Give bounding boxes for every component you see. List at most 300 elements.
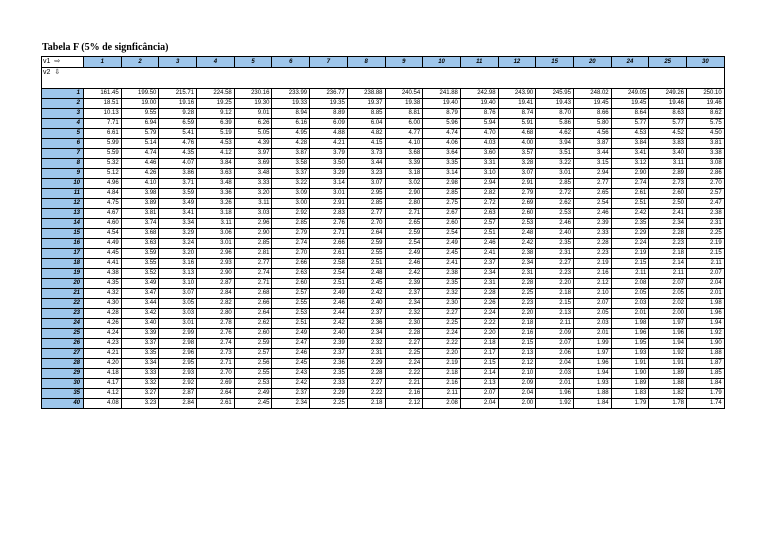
empty-cell [687,68,725,89]
table-cell: 2.67 [423,209,461,219]
table-cell: 1.90 [687,339,725,349]
table-cell: 2.36 [347,319,385,329]
table-cell: 3.37 [121,339,159,349]
table-cell: 3.34 [121,359,159,369]
table-cell: 2.25 [687,229,725,239]
table-row [42,249,725,259]
table-cell: 241.88 [423,89,461,99]
table-cell: 8.89 [310,109,348,119]
table-cell: 3.83 [649,139,687,149]
table-cell: 2.60 [649,189,687,199]
table-cell: 2.07 [687,269,725,279]
table-cell: 2.80 [197,309,235,319]
table-cell: 2.40 [347,299,385,309]
table-cell: 3.13 [159,269,197,279]
table-cell: 1.92 [649,349,687,359]
table-cell: 2.55 [272,299,310,309]
column-header-v1: 1 [84,57,122,68]
row-header-v2: 13 [42,209,84,219]
table-cell: 7.71 [84,119,122,129]
table-cell: 2.40 [310,329,348,339]
table-cell: 2.71 [385,209,423,219]
table-cell: 2.38 [687,209,725,219]
table-cell: 2.69 [498,199,536,209]
table-cell: 2.44 [310,309,348,319]
table-cell: 1.83 [611,389,649,399]
table-cell: 2.59 [234,339,272,349]
table-cell: 2.34 [272,399,310,409]
row-header-v2: 20 [42,279,84,289]
input-cell[interactable] [84,68,122,89]
table-cell: 3.58 [272,159,310,169]
table-row [42,189,725,199]
table-cell: 2.96 [159,349,197,359]
table-cell: 1.96 [573,359,611,369]
table-cell: 5.86 [536,119,574,129]
table-cell: 8.79 [423,109,461,119]
table-cell: 2.10 [498,369,536,379]
table-cell: 2.09 [498,379,536,389]
table-cell: 2.71 [197,359,235,369]
table-cell: 4.45 [84,249,122,259]
table-cell: 3.01 [310,189,348,199]
table-cell: 5.91 [498,119,536,129]
table-cell: 3.49 [159,199,197,209]
table-cell: 2.05 [611,289,649,299]
table-cell: 2.28 [649,229,687,239]
table-cell: 19.41 [498,99,536,109]
table-cell: 2.11 [649,269,687,279]
table-cell: 2.39 [573,219,611,229]
table-cell: 2.23 [536,269,574,279]
table-cell: 2.30 [423,299,461,309]
table-cell: 5.05 [234,129,272,139]
row-header-v2: 11 [42,189,84,199]
table-cell: 1.94 [687,319,725,329]
table-cell: 3.55 [121,259,159,269]
table-cell: 2.11 [423,389,461,399]
table-cell: 2.47 [687,199,725,209]
table-row [42,219,725,229]
table-cell: 242.98 [460,89,498,99]
table-cell: 3.15 [573,159,611,169]
table-cell: 4.28 [272,139,310,149]
table-cell: 4.84 [84,189,122,199]
table-cell: 2.20 [498,309,536,319]
table-cell: 2.42 [498,239,536,249]
row-header-v2: 23 [42,309,84,319]
table-cell: 2.23 [573,249,611,259]
table-row [42,369,725,379]
table-cell: 3.41 [159,209,197,219]
table-cell: 2.70 [272,249,310,259]
table-cell: 2.38 [498,249,536,259]
table-cell: 3.40 [121,319,159,329]
table-cell: 2.72 [460,199,498,209]
table-cell: 1.84 [687,379,725,389]
table-cell: 1.79 [687,389,725,399]
table-cell: 3.07 [498,169,536,179]
table-cell: 5.75 [687,119,725,129]
table-row [42,99,725,109]
row-header-v2: 2 [42,99,84,109]
row-header-v2: 4 [42,119,84,129]
table-cell: 2.53 [234,379,272,389]
table-cell: 3.89 [121,199,159,209]
table-cell: 2.15 [498,339,536,349]
table-cell: 2.78 [197,319,235,329]
empty-cell [423,68,461,89]
table-cell: 3.06 [197,229,235,239]
table-cell: 2.57 [687,189,725,199]
table-cell: 19.40 [423,99,461,109]
table-cell: 2.31 [498,269,536,279]
table-cell: 3.20 [234,189,272,199]
table-cell: 3.27 [121,389,159,399]
table-cell: 19.16 [159,99,197,109]
table-cell: 3.29 [159,229,197,239]
row-header-v2: 6 [42,139,84,149]
table-cell: 2.04 [498,389,536,399]
table-cell: 4.82 [347,129,385,139]
table-cell: 1.87 [687,359,725,369]
table-cell: 2.96 [234,219,272,229]
table-cell: 5.96 [423,119,461,129]
table-cell: 2.01 [573,329,611,339]
table-cell: 2.34 [649,219,687,229]
table-cell: 2.76 [310,219,348,229]
table-cell: 19.25 [197,99,235,109]
column-header-v1: 15 [536,57,574,68]
table-cell: 1.94 [649,339,687,349]
empty-cell [159,68,197,89]
table-cell: 2.61 [611,189,649,199]
v2-label: v2 [43,69,51,76]
row-header-v2: 10 [42,179,84,189]
column-header-v1: 8 [347,57,385,68]
empty-cell [272,68,310,89]
table-cell: 4.39 [234,139,272,149]
table-cell: 19.45 [611,99,649,109]
table-cell: 3.50 [310,159,348,169]
table-cell: 2.47 [272,339,310,349]
table-cell: 3.10 [460,169,498,179]
table-cell: 3.39 [385,159,423,169]
table-cell: 3.44 [347,159,385,169]
table-cell: 3.05 [159,299,197,309]
table-cell: 2.94 [573,169,611,179]
table-cell: 2.29 [347,359,385,369]
table-cell: 1.98 [687,299,725,309]
table-cell: 2.60 [423,219,461,229]
table-cell: 2.28 [385,329,423,339]
table-cell: 2.20 [536,279,574,289]
table-cell: 4.75 [84,199,122,209]
table-cell: 2.31 [460,279,498,289]
table-cell: 2.09 [536,329,574,339]
table-cell: 2.85 [272,219,310,229]
table-row [42,279,725,289]
table-cell: 9.28 [159,109,197,119]
table-cell: 2.73 [649,179,687,189]
table-row [42,149,725,159]
table-cell: 2.12 [385,399,423,409]
table-cell: 2.22 [347,389,385,399]
row-header-v2: 27 [42,349,84,359]
table-cell: 3.29 [310,169,348,179]
table-cell: 3.84 [611,139,649,149]
table-cell: 4.15 [347,139,385,149]
row-header-v2: 19 [42,269,84,279]
table-cell: 4.41 [84,259,122,269]
table-cell: 2.77 [234,259,272,269]
column-header-row [42,57,725,68]
table-cell: 2.24 [611,239,649,249]
table-cell: 2.90 [385,189,423,199]
table-cell: 5.59 [84,149,122,159]
row-header-v2: 29 [42,369,84,379]
table-cell: 4.26 [84,319,122,329]
table-cell: 1.90 [611,369,649,379]
table-cell: 2.32 [423,289,461,299]
table-cell: 3.87 [573,139,611,149]
table-cell: 2.22 [423,339,461,349]
row-header-v2: 17 [42,249,84,259]
table-row [42,309,725,319]
table-cell: 1.97 [649,319,687,329]
table-cell: 3.22 [272,179,310,189]
table-cell: 4.74 [121,149,159,159]
table-cell: 2.32 [385,309,423,319]
table-row [42,299,725,309]
table-cell: 2.57 [234,349,272,359]
table-cell: 2.19 [687,239,725,249]
table-cell: 2.00 [498,399,536,409]
table-cell: 3.81 [687,139,725,149]
table-cell: 243.90 [498,89,536,99]
table-cell: 1.96 [649,329,687,339]
empty-cell [385,68,423,89]
empty-cell [310,68,348,89]
table-cell: 5.77 [649,119,687,129]
table-cell: 6.39 [197,119,235,129]
table-cell: 2.74 [197,339,235,349]
table-cell: 2.23 [649,239,687,249]
table-cell: 2.19 [423,359,461,369]
table-cell: 3.24 [159,239,197,249]
table-cell: 4.35 [159,149,197,159]
table-cell: 19.35 [310,99,348,109]
table-cell: 8.76 [460,109,498,119]
table-cell: 2.05 [649,289,687,299]
table-cell: 2.66 [310,239,348,249]
table-cell: 2.06 [536,349,574,359]
table-cell: 8.62 [687,109,725,119]
table-cell: 2.12 [573,279,611,289]
table-cell: 2.18 [460,339,498,349]
table-cell: 3.44 [573,149,611,159]
table-cell: 2.70 [197,369,235,379]
table-cell: 1.95 [611,339,649,349]
table-cell: 6.16 [272,119,310,129]
table-cell: 1.96 [687,309,725,319]
table-cell: 19.43 [536,99,574,109]
table-cell: 2.49 [385,249,423,259]
row-header-v2: 3 [42,109,84,119]
table-cell: 2.82 [197,299,235,309]
table-cell: 3.38 [687,149,725,159]
table-cell: 2.42 [347,289,385,299]
table-cell: 4.35 [84,279,122,289]
table-cell: 2.42 [272,379,310,389]
table-cell: 4.38 [84,269,122,279]
table-cell: 2.65 [573,189,611,199]
table-cell: 3.63 [197,169,235,179]
table-cell: 2.28 [498,279,536,289]
table-cell: 2.77 [347,209,385,219]
table-cell: 2.49 [423,239,461,249]
table-cell: 3.10 [159,279,197,289]
table-cell: 2.74 [234,269,272,279]
table-cell: 230.16 [234,89,272,99]
table-cell: 4.76 [159,139,197,149]
table-cell: 2.89 [649,169,687,179]
table-row [42,329,725,339]
table-cell: 2.34 [460,269,498,279]
table-cell: 1.82 [649,389,687,399]
table-cell: 2.46 [573,209,611,219]
table-cell: 3.07 [159,289,197,299]
table-cell: 2.56 [234,359,272,369]
table-cell: 4.26 [121,169,159,179]
table-title: Tabela F (5% de signficância) [42,42,169,53]
table-row [42,289,725,299]
table-cell: 4.77 [385,129,423,139]
table-cell: 2.24 [385,359,423,369]
empty-cell [649,68,687,89]
table-cell: 2.51 [347,259,385,269]
table-cell: 4.17 [84,379,122,389]
column-header-v1: 30 [687,57,725,68]
table-cell: 2.27 [536,259,574,269]
table-row [42,199,725,209]
table-cell: 2.54 [423,229,461,239]
table-cell: 3.48 [234,169,272,179]
table-cell: 2.74 [272,239,310,249]
column-header-v1: 5 [234,57,272,68]
table-cell: 2.18 [347,399,385,409]
table-cell: 2.59 [347,239,385,249]
table-cell: 1.84 [573,399,611,409]
table-row [42,89,725,99]
table-cell: 5.41 [159,129,197,139]
table-cell: 2.95 [347,189,385,199]
table-cell: 3.63 [121,239,159,249]
table-cell: 3.08 [687,159,725,169]
table-cell: 8.74 [498,109,536,119]
table-cell: 3.94 [536,139,574,149]
table-cell: 2.43 [272,369,310,379]
table-cell: 2.55 [234,369,272,379]
table-cell: 2.53 [272,309,310,319]
table-cell: 3.02 [385,179,423,189]
table-cell: 2.20 [460,329,498,339]
table-cell: 2.63 [272,269,310,279]
table-cell: 2.65 [385,219,423,229]
table-cell: 2.15 [611,259,649,269]
table-cell: 2.49 [272,329,310,339]
table-cell: 2.03 [611,299,649,309]
table-cell: 9.12 [197,109,235,119]
table-cell: 224.58 [197,89,235,99]
table-cell: 2.68 [234,289,272,299]
table-cell: 3.42 [121,309,159,319]
table-cell: 2.37 [310,349,348,359]
table-row [42,169,725,179]
table-cell: 4.07 [159,159,197,169]
table-cell: 3.18 [197,209,235,219]
table-cell: 6.26 [234,119,272,129]
table-cell: 2.87 [197,279,235,289]
table-cell: 6.04 [347,119,385,129]
table-cell: 248.02 [573,89,611,99]
table-cell: 199.50 [121,89,159,99]
table-cell: 245.95 [536,89,574,99]
table-cell: 2.35 [423,279,461,289]
table-cell: 3.01 [159,319,197,329]
table-cell: 250.10 [687,89,725,99]
table-cell: 2.45 [272,359,310,369]
table-cell: 3.11 [234,199,272,209]
table-cell: 2.19 [611,249,649,259]
table-cell: 2.31 [347,349,385,359]
table-cell: 2.46 [385,259,423,269]
table-cell: 2.34 [385,299,423,309]
row-header-v2: 14 [42,219,84,229]
table-cell: 9.55 [121,109,159,119]
table-cell: 2.85 [234,239,272,249]
table-cell: 4.12 [84,389,122,399]
table-cell: 4.56 [573,129,611,139]
table-cell: 2.32 [347,339,385,349]
table-cell: 3.69 [234,159,272,169]
table-cell: 3.47 [121,289,159,299]
table-cell: 3.64 [423,149,461,159]
table-cell: 1.92 [687,329,725,339]
table-cell: 4.50 [687,129,725,139]
table-cell: 2.46 [310,299,348,309]
table-cell: 2.45 [347,279,385,289]
table-cell: 2.13 [536,309,574,319]
table-cell: 2.29 [310,389,348,399]
table-cell: 1.91 [611,359,649,369]
table-cell: 4.88 [310,129,348,139]
table-cell: 3.28 [498,159,536,169]
row-header-v2: 16 [42,239,84,249]
table-cell: 3.22 [536,159,574,169]
table-cell: 2.17 [460,349,498,359]
table-cell: 2.28 [573,239,611,249]
table-cell: 3.49 [121,279,159,289]
column-header-v1: 20 [573,57,611,68]
table-cell: 2.98 [159,339,197,349]
row-header-v2: 35 [42,389,84,399]
table-cell: 2.14 [460,369,498,379]
table-cell: 2.04 [460,399,498,409]
table-cell: 3.16 [159,259,197,269]
row-header-v2: 9 [42,169,84,179]
table-cell: 2.91 [310,199,348,209]
